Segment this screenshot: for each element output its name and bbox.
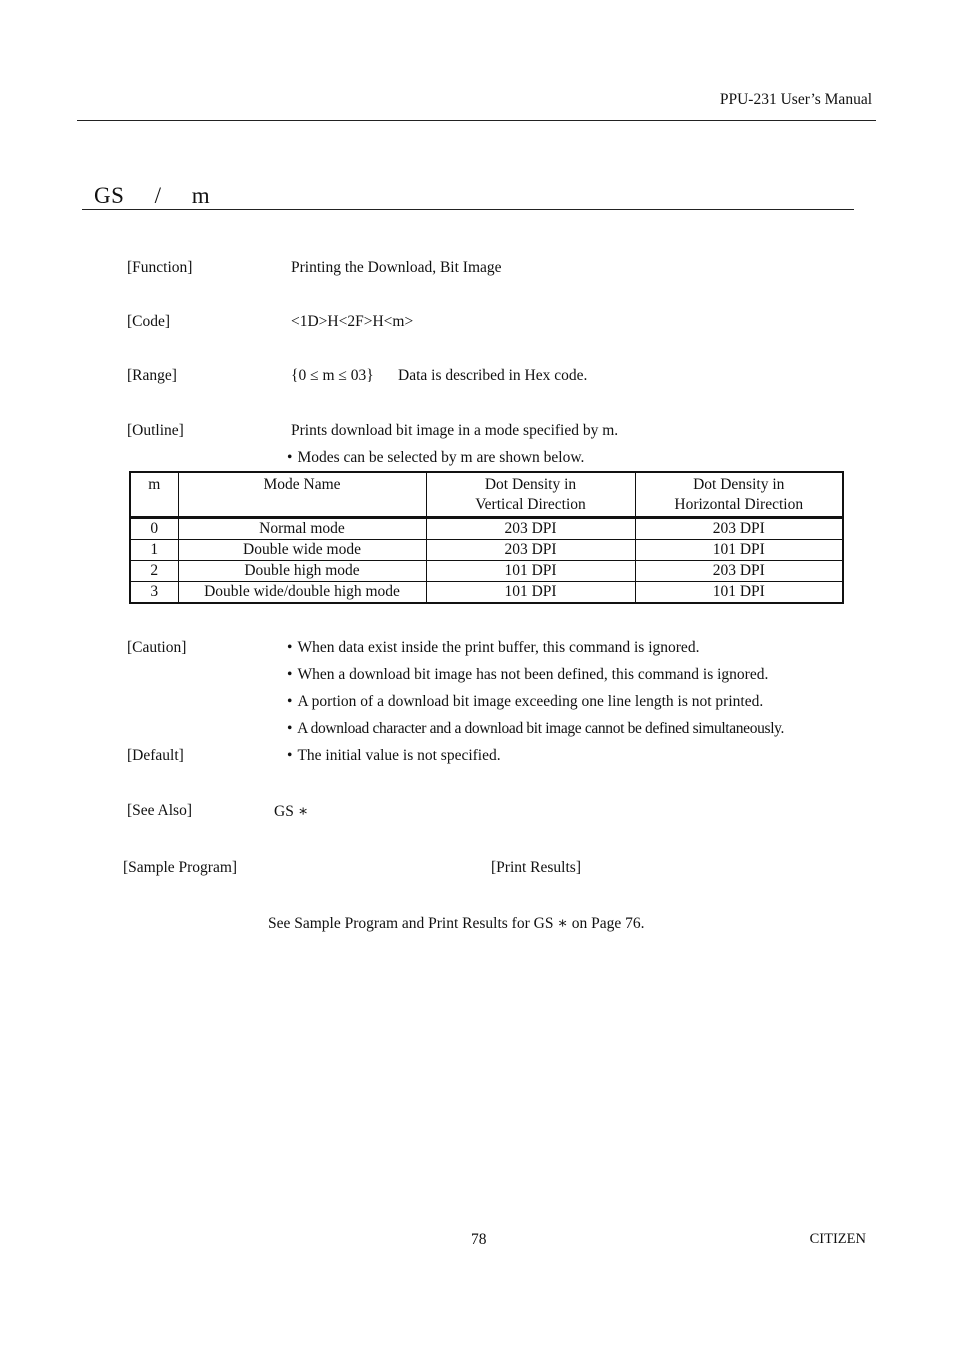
outline-bullet: • Modes can be selected by m are shown below. xyxy=(287,449,584,467)
header-mode-name: Mode Name xyxy=(178,472,426,518)
outline-value: Prints download bit image in a mode specified by m. xyxy=(291,422,619,439)
manual-title: PPU-231 User’s Manual xyxy=(719,91,872,108)
header-vertical-line2: Vertical Direction xyxy=(475,496,586,513)
cell-horizontal: 203 DPI xyxy=(635,561,843,582)
title-rule xyxy=(82,209,854,210)
default-label: [Default] xyxy=(127,747,184,764)
cell-m: 1 xyxy=(130,540,178,561)
cell-vertical: 101 DPI xyxy=(426,561,635,582)
table-row xyxy=(130,518,843,540)
header-horizontal-density xyxy=(635,472,843,518)
cell-mode: Double wide/double high mode xyxy=(178,582,426,604)
see-also-label: [See Also] xyxy=(127,802,193,819)
cell-vertical: 203 DPI xyxy=(426,540,635,561)
table-row xyxy=(130,540,843,561)
range-label: [Range] xyxy=(127,367,177,384)
page-number: 78 xyxy=(471,1231,487,1248)
cell-m: 0 xyxy=(130,518,178,540)
header-horizontal-line2: Horizontal Direction xyxy=(674,496,804,513)
caution-item: • A portion of a download bit image exceeding one line length is not printed. xyxy=(287,693,763,711)
range-value: {0 ≤ m ≤ 03} xyxy=(291,367,374,384)
header-m: m xyxy=(130,472,178,518)
function-label: [Function] xyxy=(127,259,193,276)
code-value: <1D>H<2F>H<m> xyxy=(291,313,414,330)
see-also-value: GS ∗ xyxy=(274,803,309,820)
brand-name: CITIZEN xyxy=(809,1231,866,1247)
cell-mode: Double high mode xyxy=(178,561,426,582)
cell-vertical: 101 DPI xyxy=(426,582,635,604)
cell-mode: Normal mode xyxy=(178,518,426,540)
command-part-gs: GS xyxy=(94,183,125,208)
cell-horizontal: 101 DPI xyxy=(635,582,843,604)
header-horizontal-line1: Dot Density in xyxy=(693,476,785,493)
print-results-label: [Print Results] xyxy=(491,859,581,876)
range-note: Data is described in Hex code. xyxy=(398,367,588,384)
caution-item: • A download character and a download bit image cannot be defined simultaneously. xyxy=(287,720,784,738)
header-vertical-density xyxy=(426,472,635,518)
cell-horizontal: 203 DPI xyxy=(635,518,843,540)
table-row xyxy=(130,561,843,582)
command-title xyxy=(94,183,210,209)
caution-item: • When a download bit image has not been defined, this command is ignored. xyxy=(287,666,768,684)
outline-label: [Outline] xyxy=(127,422,184,439)
header-vertical-line1: Dot Density in xyxy=(484,476,577,493)
cell-vertical: 203 DPI xyxy=(426,518,635,540)
function-value: Printing the Download, Bit Image xyxy=(291,259,502,276)
code-label: [Code] xyxy=(127,313,171,330)
table-header-row xyxy=(130,472,843,518)
cell-horizontal: 101 DPI xyxy=(635,540,843,561)
sample-note: See Sample Program and Print Results for GS ∗ on Page 76. xyxy=(268,915,645,932)
header-rule xyxy=(77,120,876,121)
caution-item: • When data exist inside the print buffer, this command is ignored. xyxy=(287,639,699,657)
cell-m: 3 xyxy=(130,582,178,604)
table-row xyxy=(130,582,843,604)
cell-m: 2 xyxy=(130,561,178,582)
command-part-slash: / xyxy=(154,183,162,208)
sample-program-label: [Sample Program] xyxy=(123,859,238,876)
default-value: • The initial value is not specified. xyxy=(287,747,501,765)
command-part-m: m xyxy=(191,183,211,208)
mode-table xyxy=(129,471,844,604)
caution-label: [Caution] xyxy=(127,639,187,656)
cell-mode: Double wide mode xyxy=(178,540,426,561)
